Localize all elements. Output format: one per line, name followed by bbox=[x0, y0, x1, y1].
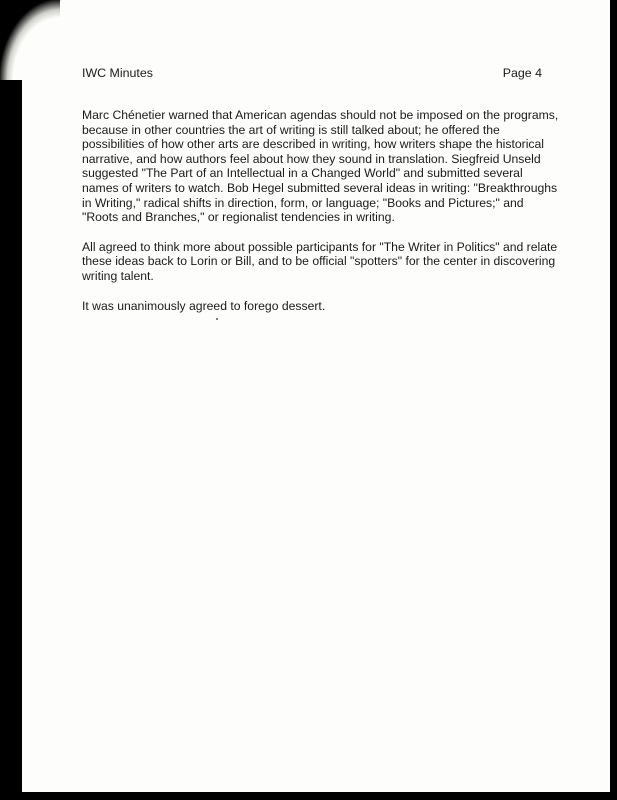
paragraph-dessert: It was unanimously agreed to forego dessert. bbox=[82, 298, 326, 313]
minutes-body bbox=[82, 108, 562, 328]
scan-speck bbox=[216, 318, 218, 320]
paragraph-chenetier: Marc Chénetier warned that American agendas should not be imposed on the programs, because in other countries the art of writing is still talked about; he offered the possibilities of how other arts are described in writing, how writers shape the historical narrative, and how authors feel about how they sound in translation. Siegfreid Unseld suggested "The Part of an Intellectual in a Changed World" and submitted several names of writers to watch. Bob Hegel submitted several ideas in writing: "Breakthroughs in Writing," radical shifts in direction, form, or language; "Books and Pictures;" and "Roots and Branches," or regionalist tendencies in writing. bbox=[82, 108, 559, 225]
page-number: Page 4 bbox=[502, 66, 542, 80]
paragraph-participants: All agreed to think more about possible participants for "The Writer in Politics" and relate these ideas back to Lorin or Bill, and to be official "spotters" for the center in discovering writing talent. bbox=[82, 239, 558, 283]
page-header bbox=[82, 66, 542, 80]
document-title: IWC Minutes bbox=[82, 66, 153, 80]
